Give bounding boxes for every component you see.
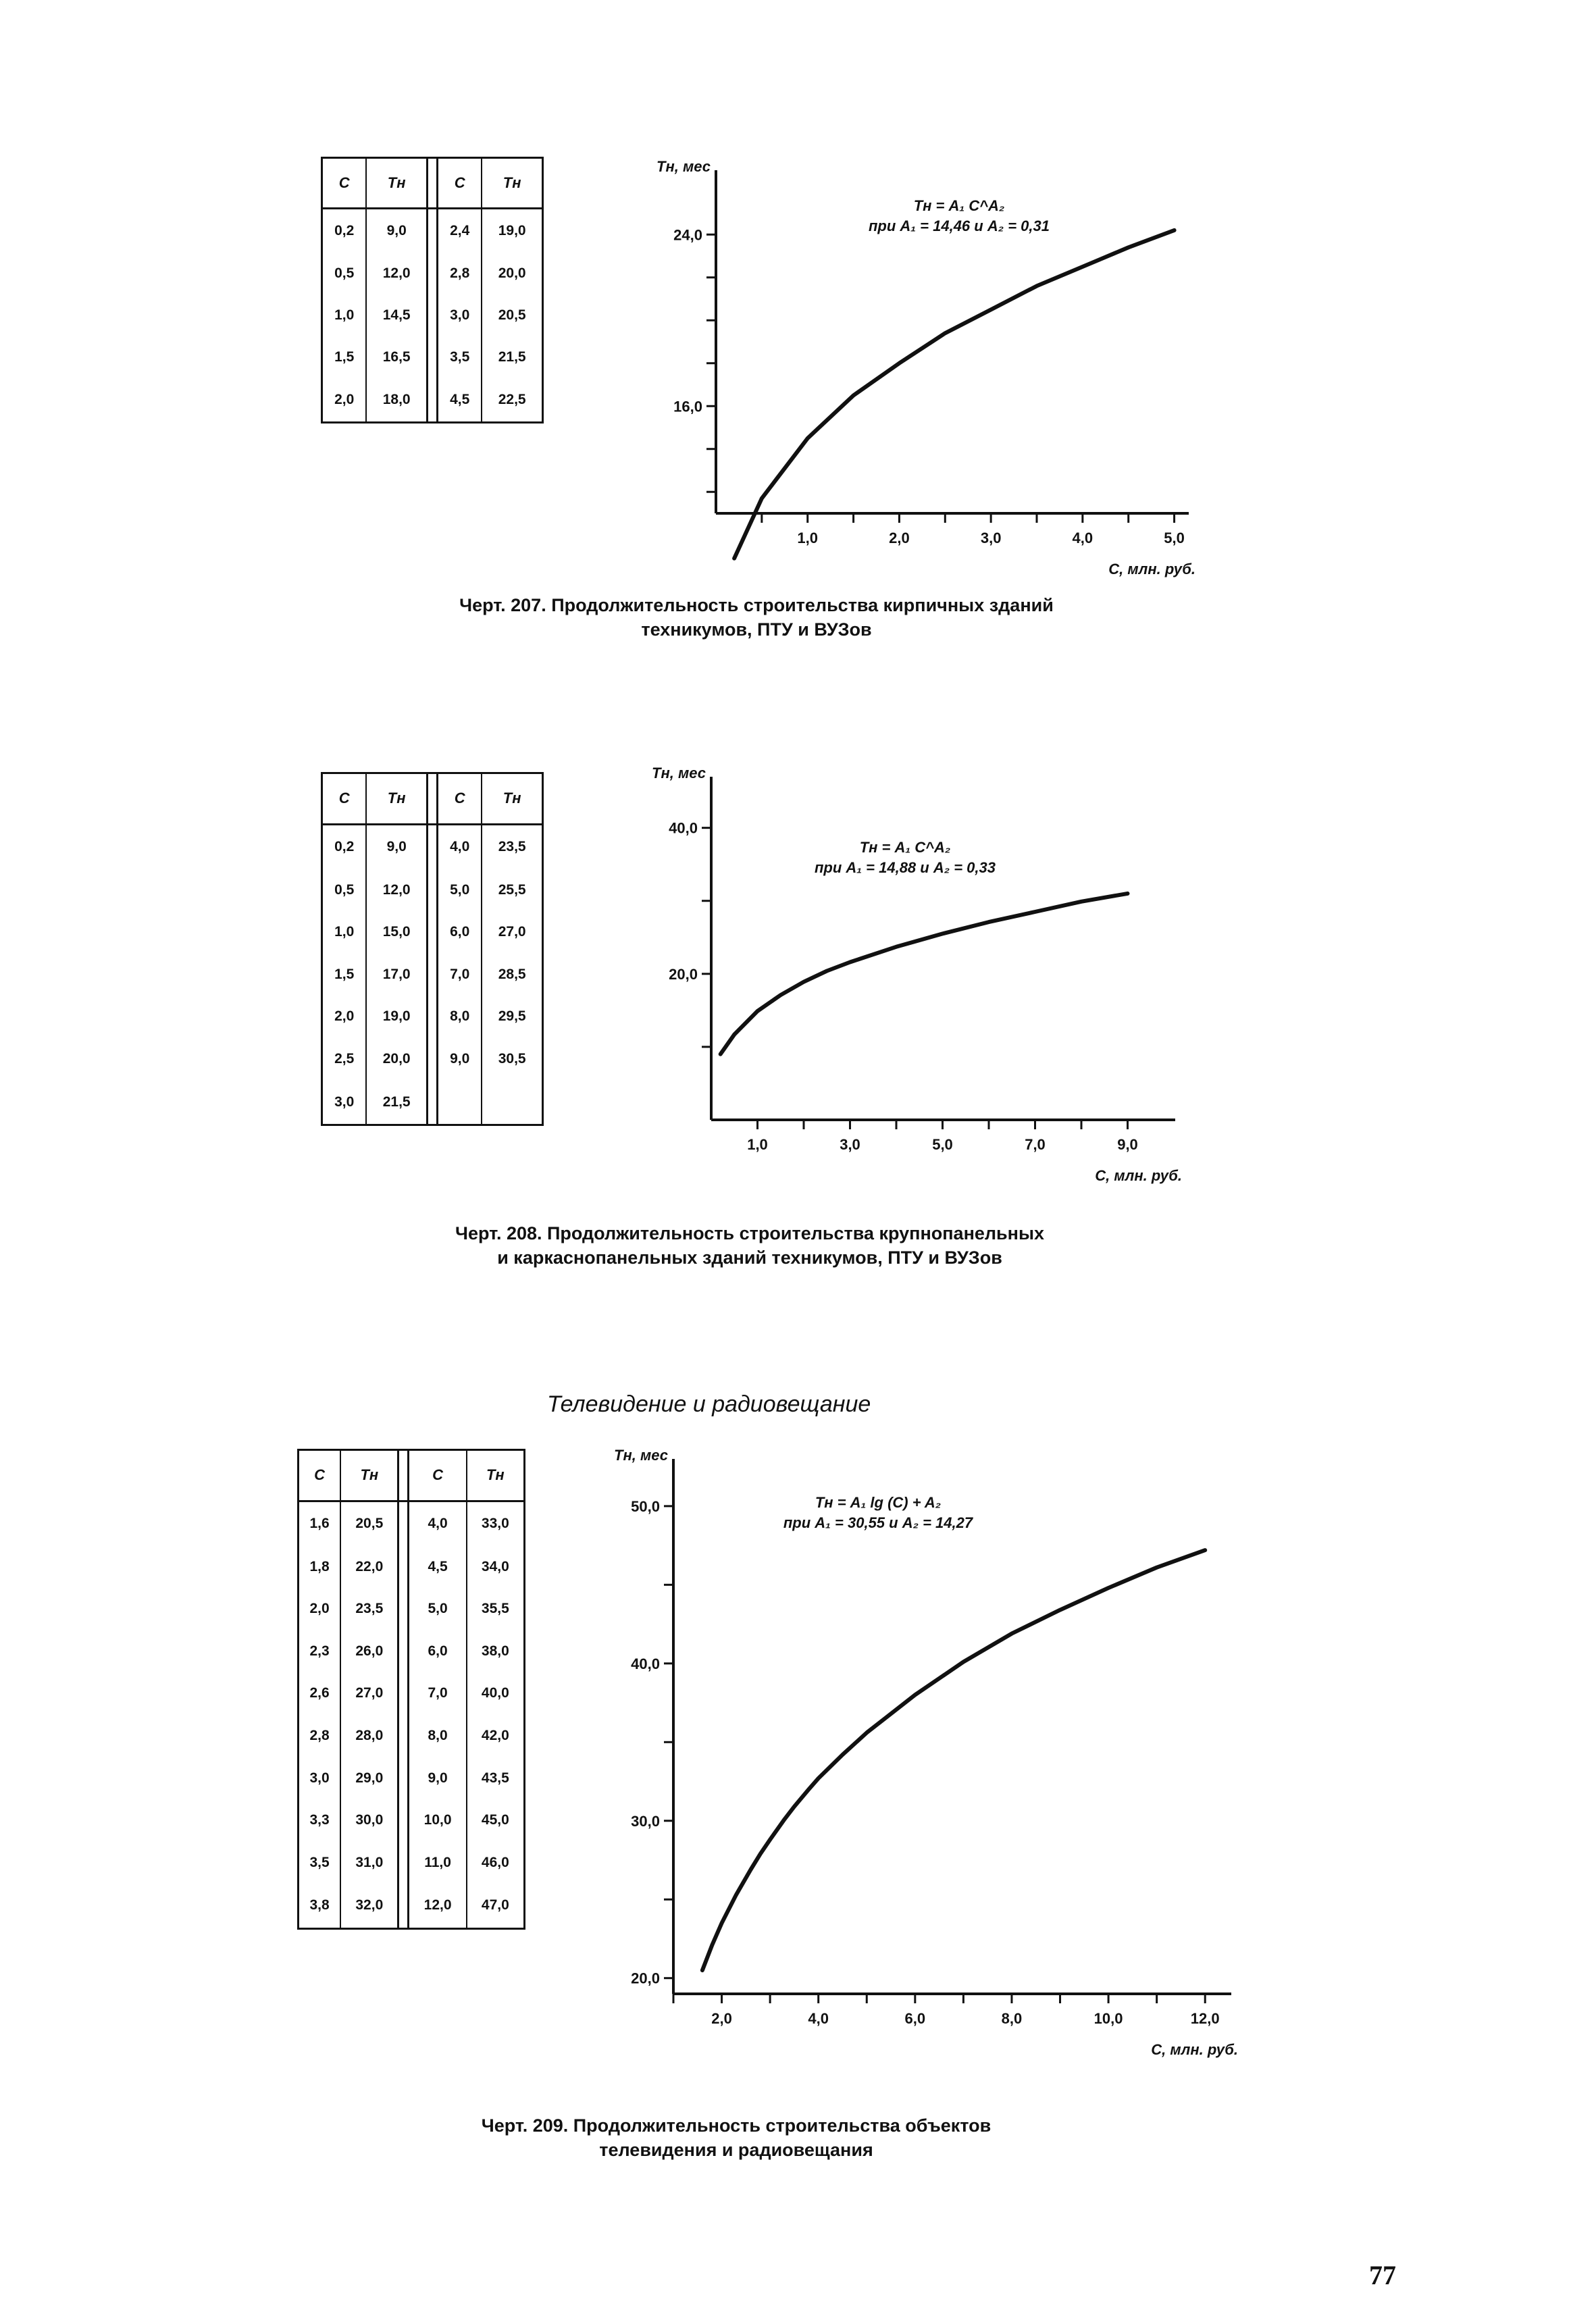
table-cell: 23,5	[482, 824, 542, 869]
table-cell: 10,0	[409, 1799, 467, 1842]
y-tick-label: 16,0	[673, 398, 702, 415]
caption-line-1: Черт. 209. Продолжительность строительства объектов	[481, 2115, 992, 2136]
table-cell: 1,8	[299, 1546, 341, 1589]
table-cell: 43,5	[467, 1757, 525, 1799]
x-tick-label: 4,0	[1072, 530, 1093, 546]
x-axis-label: C, млн. руб.	[1095, 1167, 1182, 1184]
table-cell: 21,5	[366, 1080, 427, 1125]
table-cell: 32,0	[340, 1884, 398, 1929]
x-tick-label: 7,0	[1025, 1136, 1046, 1153]
table-cell: 0,5	[322, 869, 367, 911]
data-curve	[734, 230, 1175, 559]
data-curve	[721, 894, 1128, 1054]
x-axis-label: C, млн. руб.	[1151, 2041, 1238, 2058]
x-tick-label: 3,0	[980, 530, 1002, 546]
y-axis-label: Tн, мес	[657, 158, 711, 175]
table-cell: 25,5	[482, 869, 542, 911]
table-cell: 29,0	[340, 1757, 398, 1799]
formula-line-1: Tн = A₁ C^A₂	[913, 197, 1005, 214]
table-cell: 33,0	[467, 1501, 525, 1545]
chart-209	[0, 1439, 1283, 2060]
table-cell: 27,0	[340, 1672, 398, 1715]
section-title: Телевидение и радиовещание	[547, 1391, 871, 1417]
table-cell: 31,0	[340, 1841, 398, 1884]
table-cell: 1,0	[322, 911, 367, 954]
table-cell: 11,0	[409, 1841, 467, 1884]
table-cell: 3,5	[299, 1841, 341, 1884]
x-tick-label: 1,0	[797, 530, 819, 546]
table-cell: 12,0	[409, 1884, 467, 1929]
table-cell: 17,0	[366, 953, 427, 996]
table-cell: 22,0	[340, 1546, 398, 1589]
caption-line-1: Черт. 207. Продолжительность строительства кирпичных зданий	[459, 595, 1054, 615]
formula-line-2: при A₁ = 14,88 и A₂ = 0,33	[814, 859, 996, 876]
header-c: C	[437, 158, 482, 209]
header-tn: Tн	[340, 1450, 398, 1501]
table-cell: 9,0	[437, 1038, 482, 1081]
table-cell: 23,5	[340, 1588, 398, 1630]
x-tick-label: 6,0	[904, 2010, 926, 2027]
table-cell: 2,0	[322, 378, 367, 423]
x-tick-label: 3,0	[840, 1136, 860, 1153]
y-tick-label: 40,0	[631, 1655, 660, 1672]
table-cell: 9,0	[366, 824, 427, 869]
table-cell: 19,0	[482, 208, 542, 253]
table-cell: 9,0	[409, 1757, 467, 1799]
table-cell: 34,0	[467, 1546, 525, 1589]
table-cell: 2,4	[437, 208, 482, 253]
table-cell: 1,0	[322, 294, 367, 336]
table-cell: 4,5	[409, 1546, 467, 1589]
table-cell: 2,5	[322, 1038, 367, 1081]
formula-line-2: при A₁ = 14,46 и A₂ = 0,31	[868, 217, 1050, 234]
table-cell: 30,5	[482, 1038, 542, 1081]
header-tn: Tн	[366, 773, 427, 825]
table-cell: 47,0	[467, 1884, 525, 1929]
table-cell: 4,0	[437, 824, 482, 869]
header-tn: Tн	[482, 158, 542, 209]
table-cell: 21,5	[482, 336, 542, 378]
caption-line-2: техникумов, ПТУ и ВУЗов	[641, 619, 872, 640]
table-cell: 1,5	[322, 953, 367, 996]
table-cell: 2,8	[299, 1715, 341, 1757]
header-c: C	[437, 773, 482, 825]
table-cell: 46,0	[467, 1841, 525, 1884]
table-cell: 6,0	[437, 911, 482, 954]
header-c: C	[299, 1450, 341, 1501]
table-cell: 3,0	[299, 1757, 341, 1799]
x-tick-label: 4,0	[808, 2010, 829, 2027]
caption-207	[378, 593, 1135, 642]
x-tick-label: 1,0	[747, 1136, 768, 1153]
data-curve	[702, 1550, 1205, 1970]
table-cell: 12,0	[366, 253, 427, 294]
table-cell: 3,8	[299, 1884, 341, 1929]
table-cell: 30,0	[340, 1799, 398, 1842]
table-cell: 28,0	[340, 1715, 398, 1757]
table-cell: 4,0	[409, 1501, 467, 1545]
table-cell: 20,0	[482, 253, 542, 294]
x-tick-label: 2,0	[711, 2010, 732, 2027]
header-tn: Tн	[482, 773, 542, 825]
y-axis-label: Tн, мес	[614, 1447, 668, 1464]
y-tick-label: 50,0	[631, 1497, 660, 1515]
table-cell: 12,0	[366, 869, 427, 911]
formula-line-1: Tн = A₁ C^A₂	[859, 839, 951, 856]
caption-line-2: и каркаснопанельных зданий техникумов, ПТУ и ВУЗов	[497, 1248, 1002, 1268]
table-cell: 1,6	[299, 1501, 341, 1545]
table-cell: 14,5	[366, 294, 427, 336]
table-cell: 4,5	[437, 378, 482, 423]
table-cell: 2,6	[299, 1672, 341, 1715]
table-cell: 7,0	[437, 953, 482, 996]
x-tick-label: 5,0	[932, 1136, 953, 1153]
table-cell: 3,5	[437, 336, 482, 378]
caption-line-2: телевидения и радиовещания	[599, 2140, 873, 2160]
y-tick-label: 20,0	[669, 965, 698, 983]
table-cell: 0,2	[322, 824, 367, 869]
header-tn: Tн	[467, 1450, 525, 1501]
table-cell: 26,0	[340, 1630, 398, 1673]
table-cell: 45,0	[467, 1799, 525, 1842]
y-tick-label: 20,0	[631, 1970, 660, 1987]
x-tick-label: 9,0	[1117, 1136, 1138, 1153]
table-cell: 38,0	[467, 1630, 525, 1673]
table-cell: 5,0	[409, 1588, 467, 1630]
table-cell: 0,5	[322, 253, 367, 294]
table-cell: 2,0	[299, 1588, 341, 1630]
x-tick-label: 12,0	[1190, 2010, 1220, 2027]
y-tick-label: 30,0	[631, 1812, 660, 1830]
chart-207	[0, 149, 1283, 577]
x-axis-label: C, млн. руб.	[1108, 561, 1195, 577]
table-cell: 35,5	[467, 1588, 525, 1630]
table-cell: 3,3	[299, 1799, 341, 1842]
table-cell: 6,0	[409, 1630, 467, 1673]
table-cell: 9,0	[366, 208, 427, 253]
table-cell: 7,0	[409, 1672, 467, 1715]
table-cell: 5,0	[437, 869, 482, 911]
table-cell: 15,0	[366, 911, 427, 954]
table-cell: 28,5	[482, 953, 542, 996]
page-number: 77	[1369, 2260, 1396, 2290]
table-cell: 20,0	[366, 1038, 427, 1081]
chart-208	[0, 763, 1283, 1195]
caption-208	[365, 1221, 1135, 1270]
table-cell: 0,2	[322, 208, 367, 253]
x-tick-label: 10,0	[1093, 2010, 1123, 2027]
table-cell: 3,0	[322, 1080, 367, 1125]
table-cell: 20,5	[482, 294, 542, 336]
x-tick-label: 2,0	[889, 530, 910, 546]
table-cell: 19,0	[366, 996, 427, 1038]
table-cell: 42,0	[467, 1715, 525, 1757]
header-tn: Tн	[366, 158, 427, 209]
table-cell: 2,3	[299, 1630, 341, 1673]
table-cell: 22,5	[482, 378, 542, 423]
table-cell: 20,5	[340, 1501, 398, 1545]
formula-line-1: Tн = A₁ lg (C) + A₂	[815, 1494, 942, 1511]
caption-209	[378, 2113, 1094, 2162]
table-cell: 8,0	[437, 996, 482, 1038]
table-cell: 18,0	[366, 378, 427, 423]
x-tick-label: 8,0	[1001, 2010, 1023, 2027]
table-cell: 8,0	[409, 1715, 467, 1757]
header-c: C	[409, 1450, 467, 1501]
y-axis-label: Tн, мес	[652, 765, 706, 781]
y-tick-label: 24,0	[673, 226, 702, 244]
table-cell: 16,5	[366, 336, 427, 378]
table-cell: 29,5	[482, 996, 542, 1038]
table-cell: 40,0	[467, 1672, 525, 1715]
table-cell: 1,5	[322, 336, 367, 378]
table-cell: 2,8	[437, 253, 482, 294]
y-tick-label: 40,0	[669, 819, 698, 837]
header-c: C	[322, 158, 367, 209]
caption-line-1: Черт. 208. Продолжительность строительства крупнопанельных	[455, 1223, 1045, 1243]
x-tick-label: 5,0	[1164, 530, 1185, 546]
table-cell: 3,0	[437, 294, 482, 336]
formula-line-2: при A₁ = 30,55 и A₂ = 14,27	[783, 1514, 973, 1531]
table-cell: 27,0	[482, 911, 542, 954]
header-c: C	[322, 773, 367, 825]
table-cell: 2,0	[322, 996, 367, 1038]
